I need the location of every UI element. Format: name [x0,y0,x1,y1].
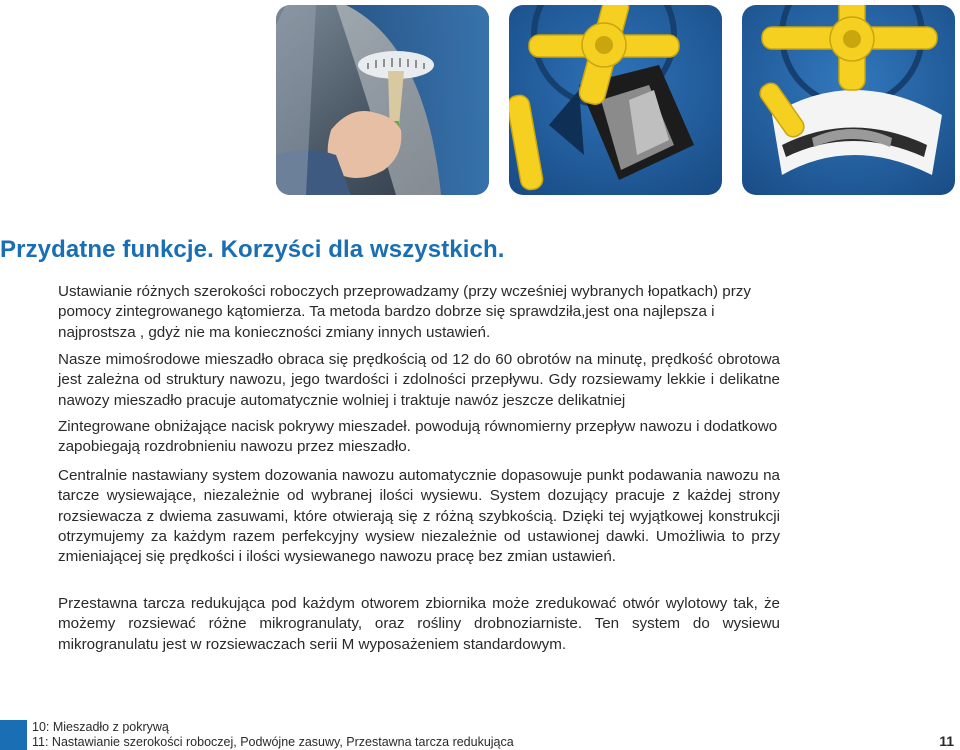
caption-10: 10: Mieszadło z pokrywą [32,720,169,734]
paragraph-dosing-system: Centralnie nastawiany system dozowania nawozu automatycznie dopasowuje punkt podawania nawozu na tarcze wysiewające, niezależnie od wybranej ilości wysiewu. System dozujący pracuje z każdej strony rozsiewacza z dwiema zasuwami, które otwierają się z różną szybkością. Dzięki tej wyjątkowej konstrukcji otrzymujemy za każdym razem perfekcyjny wysiew niezależnie od ustawionej dawki. Umożliwia to przy zmieniającej się prędkości i ilości wysiewanego nawozu pracę bez zmian ustawień. [58,467,780,566]
paragraph-working-width: Ustawianie różnych szerokości roboczych przeprowadzamy (przy wcześniej wybranych łopatkach) przy pomocy zintegrowanego kątomierza. Ta metoda bardzo dobrze się sprawdziła,jest ona najlepsza i najprostsza , gdyż nie ma konieczności zmiany innych ustawień. [58,283,751,341]
page-title: Przydatne funkcje. Korzyści dla wszystkich. [0,236,505,263]
paragraph-reduction-disc: Przestawna tarcza redukująca pod każdym otworem zbiornika może zredukować otwór wylotowy tak, że możemy rozsiewać różne mikrogranulaty, oraz rośliny drobnoziarniste. Ten system do wysiewu mikrogranulatu jest w rozsiewaczach serii M wyposażeniem standardowym. [58,595,780,653]
hand-adjusting-vane-photo [276,5,489,195]
yellow-handle-white-disc-illustration [742,5,955,195]
paragraph-agitator: Nasze mimośrodowe mieszadło obraca się prędkością od 12 do 60 obrotów na minutę, prędkość obrotowa jest zależna od struktury nawozu, jego twardości i zdolności przepływu. Gdy rozsiewamy lekkie i delikatne nawozy mieszadło pracuje automatycznie wolniej i traktuje nawóz jeszcze delikatniej [58,351,780,409]
paragraph-agitator-covers: Zintegrowane obniżające nacisk pokrywy mieszadeł. powodują równomierny przepływ nawozu i dodatkowo zapobiegają rozdrobnieniu nawozu przez mieszadło. [58,418,778,456]
hand-adjusting-vane-illustration [276,5,489,195]
yellow-handle-white-disc-photo [742,5,955,195]
footer-accent-bar [0,720,27,750]
page-number: 11 [939,733,954,749]
yellow-handle-reduction-disc-photo [509,5,722,195]
caption-11: 11: Nastawianie szerokości roboczej, Podwójne zasuwy, Przestawna tarcza redukująca [32,735,514,749]
yellow-handle-reduction-disc-illustration [509,5,722,195]
